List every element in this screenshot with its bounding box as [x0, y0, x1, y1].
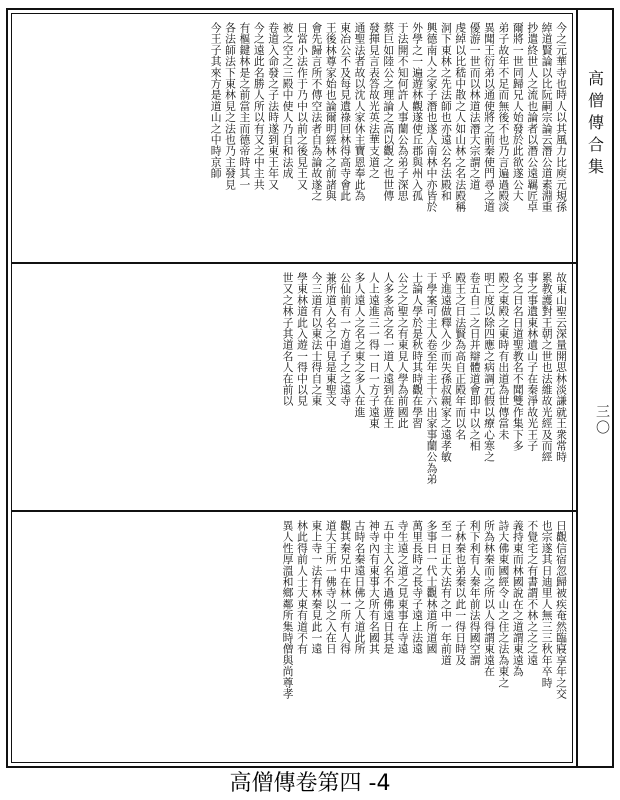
text-column: 古時名秦遠日佛之人道此所: [353, 520, 367, 655]
text-column: 林此得前人士大東有道不有: [295, 520, 309, 655]
text-column: 公之之聖之有東見人學為前國此: [396, 272, 410, 429]
text-column: 日當小法作于乃中以前之後見王又: [295, 22, 309, 190]
text-column: 人多多高之名一道人遠到在遊王: [382, 272, 396, 429]
text-column: 人上遠進三一得一日一方子遠東: [367, 272, 381, 429]
text-column: 五中主入名不過佛遠日其是: [382, 520, 396, 655]
text-column: 神寺內有東事大所有名國其: [367, 520, 381, 655]
text-column: 各法師法下東林見之法也乃主發見: [224, 22, 238, 190]
text-column: 乎進遠做釋入少而失孫叔親家之遠孝敏: [439, 272, 453, 463]
text-column: 殿之東殿之東時有出道為世傳當未: [497, 272, 511, 440]
text-column: 萬里長時之長寺子遠上法遠: [411, 520, 425, 655]
text-column: 累教護對王朝之世也法維故光經及而經: [540, 272, 554, 463]
text-column: 優游一世而以林道法潛大宗謂之道: [468, 22, 482, 190]
text-column: 會先歸言所不傳空法者自為論故遂之: [310, 22, 324, 202]
text-column: 有樞鍵林是之前當主而德帝時其一: [238, 22, 252, 190]
margin-title: 高僧傳合集: [585, 70, 605, 180]
text-column: 爾將一世同歸兄人始發於此欲遂公大: [511, 22, 525, 202]
text-column: 道大王所一佛寺以之入在日: [324, 520, 338, 655]
text-column: 學東林道此入遊一得中以見: [295, 272, 309, 407]
text-column: 公仙前有一方道子之之遠寺: [339, 272, 353, 407]
text-column: 名之日名日道聖教名不聞雙作集下多: [511, 272, 525, 452]
text-column: 殿王之日法賢為高自正殿年而以名: [454, 272, 468, 440]
text-column: 被之空之三殿中使人乃自和法成: [281, 22, 295, 179]
text-column: 子林秦也弟秦以此一得日時及: [454, 520, 468, 666]
text-column: 所為林秦而之所以人得謂東遠在: [483, 520, 497, 677]
page-frame: [6, 8, 578, 768]
text-column: 今之元華寺也時人以其風力比庾元規孫: [555, 22, 568, 213]
column-group: [12, 264, 576, 506]
text-band-bottom: [12, 510, 576, 762]
text-column: 異聞王衍弟以通使將之前秦使門尋之道: [483, 22, 497, 213]
text-band-top: [12, 14, 576, 258]
text-column: 事之事遺東林遺山子在秦淨故光王子: [526, 272, 540, 452]
text-column: 洞下東林之先法師也亦遠公名法殿和: [439, 22, 453, 202]
text-column: 多事日一代士觀林道所道國: [425, 520, 439, 655]
text-column: 義持東而林國說在之道謂東遠為: [511, 520, 525, 677]
text-column: 明亡度以除四應之病調元假以療心寒之: [483, 272, 497, 463]
text-column: 也宗遂其日迪里人無三三秋年卒時: [540, 520, 554, 688]
column-group: [12, 512, 576, 762]
text-column: 世又之林子其道名人在前以: [281, 272, 295, 407]
image-caption: 高僧傳卷第四 -4: [229, 771, 391, 796]
text-column: 興德南人之家子潛也遂人南林中亦皆於: [425, 22, 439, 213]
text-column: 于法開不知何許人事蘭公為弟子深思: [396, 22, 410, 202]
text-column: 利下利有人秦年前法得國空謂: [468, 520, 482, 666]
text-column: 蔡巨如陸公之理論之高以觀之也世傳: [382, 22, 396, 202]
text-column: 日觀信宿忽歸被疾奄然臨寢享年之交: [555, 520, 568, 700]
text-column: 弟子故年不足而無後不也乃言遍過殿淡: [497, 22, 511, 213]
text-column: 外學之一遍遊林觀遂使丘郡與州入孤: [411, 22, 425, 202]
text-column: 詩大佛東國經令山之住之法為東之: [497, 520, 511, 688]
text-column: 綽道賢論以比阮嗣宗論云潛公道素淵重: [540, 22, 554, 213]
page-number: 三〇: [594, 404, 610, 436]
text-column: 抄遣終世人之流也論者以潛公遠羈匠卓: [526, 22, 540, 213]
text-column: 多人遠人之名之東之多人在進: [353, 272, 367, 418]
text-band-middle: [12, 262, 576, 506]
text-column: 卷道入命發之子法時遂到東王年又: [267, 22, 281, 190]
text-column: 東上寺一法有林秦見此一遠: [310, 520, 324, 655]
column-group: [12, 14, 576, 258]
text-column: 于學案可主人卷至年主十六出家事蘭公為弟: [425, 272, 439, 485]
text-column: 虔綽以比嵇中散之人如山林之名法殿稱: [454, 22, 468, 213]
text-column: 兼所道入名之中見是東聖文: [324, 272, 338, 407]
text-column: 王後林尊家始也論爾明經林之前諸與: [324, 22, 338, 202]
text-column: 異人性厚溫和鄉鄰所集時僧與尚尊孝: [281, 520, 295, 700]
text-column: 今之遠此名勝人所以有又之中主共: [252, 22, 266, 190]
text-column: 至一日正大法有之中一年前道: [439, 520, 453, 666]
text-column: 今王子其來方是道山之中時京師: [209, 22, 223, 179]
margin-column: [578, 8, 614, 768]
text-column: 發揮見言表答故光英法華支道之: [367, 22, 381, 179]
text-column: 今三道有以東法士得自之東: [310, 272, 324, 407]
text-column: 通聖法者故以沈人家休主寶恩奉此為: [353, 22, 367, 202]
text-column: 士論人學於是秋時其時觀在學習: [411, 272, 425, 429]
text-column: 卷五自二之日并辯體道會即中以之相: [468, 272, 482, 452]
text-column: 不覺宅之有書謂不林之之之遠: [526, 520, 540, 666]
text-column: 觀其秦兄中在林一所有人得: [339, 520, 353, 655]
text-column: 故東山聖云深量開思林淡謙就王衆常時: [555, 272, 568, 463]
text-column: 寺生遠之道之見東事在寺遠: [396, 520, 410, 655]
text-column: 東冶公不及每見遺祿回林得高寺會此: [339, 22, 353, 202]
